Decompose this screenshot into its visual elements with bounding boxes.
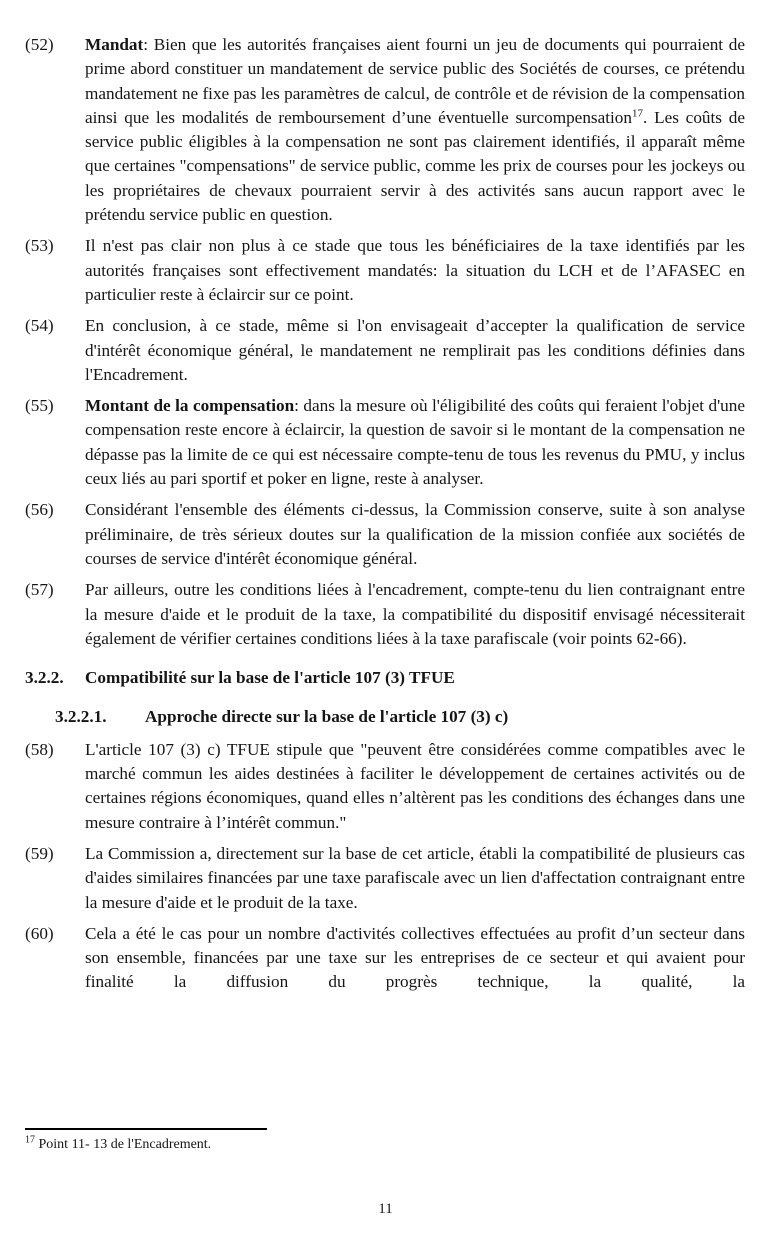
footnote-17 — [25, 1135, 745, 1154]
paragraph-number: (60) — [25, 923, 54, 943]
paragraph-number: (56) — [25, 500, 54, 520]
paragraph-number: (53) — [25, 236, 54, 256]
footnote-marker: 17 — [25, 1134, 35, 1146]
footnote-area — [25, 1128, 745, 1154]
paragraph-59 — [25, 842, 745, 915]
heading-text: Approche directe sur la base de l'article 107 (3) c) — [145, 707, 509, 727]
paragraph-number: (52) — [25, 35, 54, 54]
paragraph-number: (58) — [25, 739, 54, 759]
paragraph-number: (55) — [25, 396, 54, 416]
paragraph-text: Cela a été le cas pour un nombre d'activités collectives effectuées au profit d’un secteur dans son ensemble, financées par une taxe sur les entreprises de ce secteur et qui avaient pour finalité la diffusion du progrès technique, la qualité, la — [85, 923, 745, 992]
footnote-text: Point 11- 13 de l'Encadrement. — [38, 1137, 212, 1152]
heading-number: 3.2.2. — [25, 668, 64, 688]
heading-text: Compatibilité sur la base de l'article 107 (3) TFUE — [85, 668, 455, 688]
section-heading-3221 — [55, 705, 745, 729]
paragraph-text: L'article 107 (3) c) TFUE stipule que "peuvent être considérées comme compatibles avec le marché commun les aides destinées à faciliter le développement de certaines activités ou de certaines régions économiques, quand elles n’altèrent pas les conditions des échanges dans une mesure contraire à l’intérêt commun." — [85, 739, 745, 832]
paragraph-number: (59) — [25, 843, 54, 863]
paragraph-56 — [25, 498, 745, 571]
text-run: . Les coûts de service public éligibles à la compensation ne sont pas clairement identifiés, il apparaît même que certaines "compensations" de service public, comme les prix de courses pour les jockeys ou les propriétaires de chevaux pourraient servir à des activités sans aucun rapport avec le prétendu service public en question. — [85, 107, 745, 225]
paragraph-number: (57) — [25, 580, 54, 600]
bold-lead: Montant de la compensation — [85, 396, 295, 416]
paragraph-54 — [25, 314, 745, 387]
paragraph-text — [85, 394, 745, 491]
paragraph-text: En conclusion, à ce stade, même si l'on envisageait d’accepter la qualification de service d'intérêt économique général, le mandatement ne remplirait pas les conditions définies dans l'Encadrement. — [85, 316, 745, 384]
heading-number: 3.2.2.1. — [55, 707, 107, 727]
paragraph-text — [85, 33, 745, 227]
page-content — [25, 33, 745, 1002]
paragraph-52 — [25, 33, 745, 227]
paragraph-55 — [25, 394, 745, 491]
bold-lead: Mandat — [85, 35, 144, 54]
footnote-separator — [25, 1128, 267, 1130]
footnote-ref-17: 17 — [631, 107, 643, 120]
paragraph-text: Il n'est pas clair non plus à ce stade que tous les bénéficiaires de la taxe identifiés par les autorités françaises sont effectivement mandatés: la situation du LCH et de l’AFASEC en particulier reste à éclaircir sur ce point. — [85, 236, 745, 304]
section-heading-322 — [25, 666, 745, 690]
page-number: 11 — [378, 1201, 393, 1217]
paragraph-number: (54) — [25, 316, 54, 336]
paragraph-60 — [25, 922, 745, 995]
paragraph-57 — [25, 578, 745, 651]
paragraph-text: Considérant l'ensemble des éléments ci-dessus, la Commission conserve, suite à son analyse préliminaire, de très sérieux doutes sur la qualification de la mission confiée aux sociétés de courses de service d'intérêt économique général. — [85, 500, 745, 568]
paragraph-text: Par ailleurs, outre les conditions liées à l'encadrement, compte-tenu du lien contraignant entre la mesure d'aide et le produit de la taxe, la compatibilité du dispositif envisagé nécessiterait également de vérifier certaines conditions liées à la taxe parafiscale (voir points 62-66). — [85, 580, 745, 648]
paragraph-text: La Commission a, directement sur la base de cet article, établi la compatibilité de plusieurs cas d'aides similaires financées par une taxe parafiscale avec un lien d'affectation contraignant entre la mesure d'aide et le produit de la taxe. — [85, 843, 745, 912]
text-run: : Bien que les autorités françaises aient fourni un jeu de documents qui pourraient de prime abord constituer un mandatement de service public des Sociétés de courses, ce prétendu mandatement ne fixe pas les paramètres de calcul, de contrôle et de révision de la compensation ainsi que les modalités de remboursement d’une éventuelle surcompensation — [85, 35, 745, 127]
paragraph-58 — [25, 738, 745, 835]
text-run: : dans la mesure où l'éligibilité des coûts qui feraient l'objet d'une compensation reste encore à éclaircir, la question de savoir si le montant de la compensation ne dépasse pas la limite de ce qui est nécessaire compte-tenu de tous les revenus du PMU, y inclus ceux liés au pari sportif et poker en ligne, reste à analyser. — [85, 396, 745, 489]
paragraph-53 — [25, 234, 745, 307]
